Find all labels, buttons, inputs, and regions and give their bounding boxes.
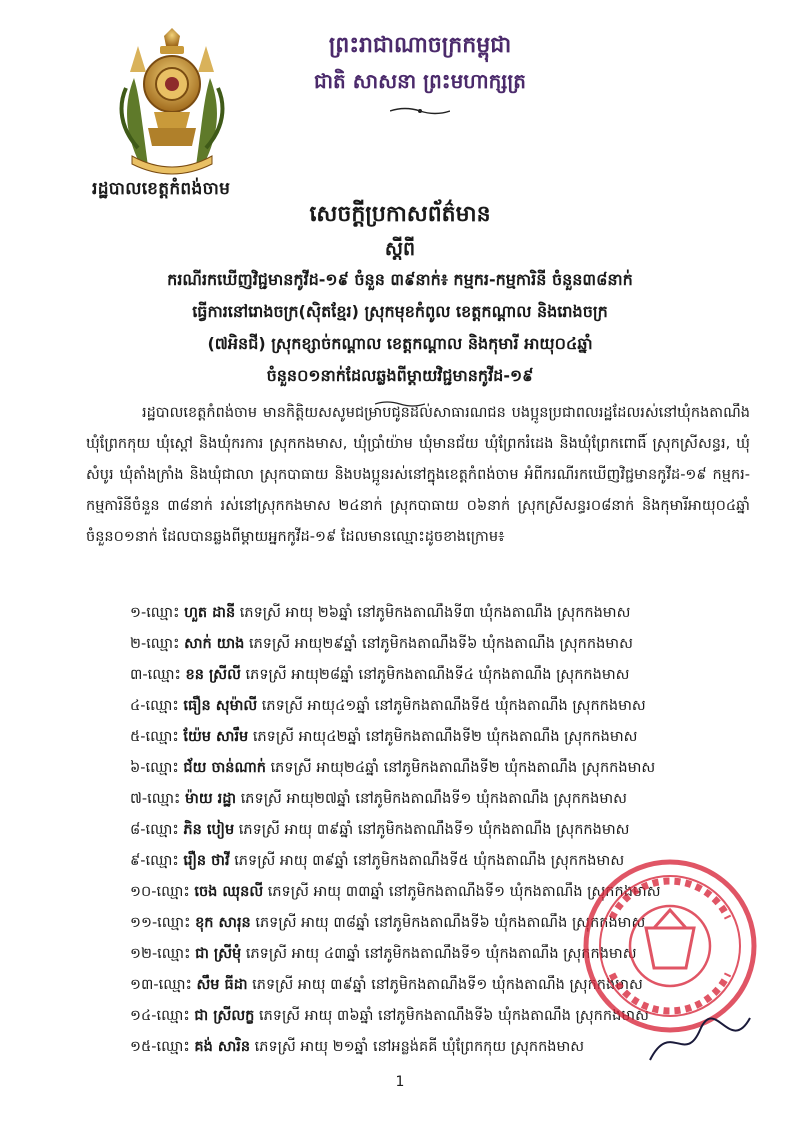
list-item-name: ខន ស្រីលី xyxy=(185,667,241,683)
subject-line: ចំនួន០១នាក់ដែលឆ្លងពីម្តាយវិជ្ជមានកូវីដ-១៩ xyxy=(266,366,534,385)
subject-line: ធ្វើការនៅរោងចក្រ(ស៊ិតខ្មែរ) ស្រុកមុខកំពូល ខេត្តកណ្តាល និងរោងចក្រ xyxy=(192,302,608,321)
subject-line: ករណីរកឃើញវិជ្ជមានកូវីដ-១៩ ចំនួន ៣៩នាក់៖ កម្មករ-កម្មការិនី ចំនួន៣៨នាក់ xyxy=(167,270,633,289)
list-item-label: ១១-ឈ្មោះ xyxy=(130,915,191,931)
document-title: សេចក្តីប្រកាសព័ត៌មាន xyxy=(309,202,491,227)
list-item xyxy=(130,753,750,784)
list-item-detail: ភេទស្រី អាយុ ៣៩ឆ្នាំ នៅភូមិកងតាណឹងទី១ ឃុំកងតាណឹង ស្រុកកងមាស xyxy=(238,822,630,838)
authority-name: រដ្ឋបាលខេត្តកំពង់ចាម xyxy=(92,179,231,199)
list-item-label: ៨-ឈ្មោះ xyxy=(130,822,179,838)
list-item-name: ម៉ាយ រដ្ឋា xyxy=(185,791,237,807)
list-item xyxy=(130,629,750,660)
ornament-divider-icon xyxy=(390,106,450,116)
list-item-name: ជា ស្រីមុំ xyxy=(195,946,242,962)
list-item-label: ៥-ឈ្មោះ xyxy=(130,729,179,745)
list-item-detail: ភេទស្រី អាយុ ២១ឆ្នាំ នៅអន្លង់គគី ឃុំព្រែកកុយ ស្រុកកងមាស xyxy=(254,1039,585,1055)
list-item-label: ៩-ឈ្មោះ xyxy=(130,853,179,869)
official-stamp-icon xyxy=(582,858,758,1034)
list-item-label: ១៤-ឈ្មោះ xyxy=(130,1008,190,1024)
list-item-name: សាក់ យាង xyxy=(184,636,245,652)
list-item-name: សឹម ធីដា xyxy=(196,977,248,993)
page-number: 1 xyxy=(395,1074,405,1090)
list-item-label: ៣-ឈ្មោះ xyxy=(130,667,181,683)
list-item-name: រឿន ថាវី xyxy=(183,853,230,869)
list-item-label: ៦-ឈ្មោះ xyxy=(130,760,179,776)
list-item-detail: ភេទស្រី អាយុ២៤ឆ្នាំ នៅភូមិកងតាណឹងទី២ ឃុំកងតាណឹង ស្រុកកងមាស xyxy=(270,760,656,776)
body-text xyxy=(86,398,750,553)
list-item-detail: ភេទស្រី អាយុ២៧ឆ្នាំ នៅភូមិកងតាណឹងទី១ ឃុំកងតាណឹង ស្រុកកងមាស xyxy=(240,791,627,807)
list-item xyxy=(130,815,750,846)
list-item-label: ១៥-ឈ្មោះ xyxy=(130,1039,190,1055)
list-item-label: ២-ឈ្មោះ xyxy=(130,636,180,652)
list-item-label: ១២-ឈ្មោះ xyxy=(130,946,191,962)
list-item xyxy=(130,598,750,629)
list-item-name: ខុក សារុន xyxy=(195,915,251,931)
list-item-name: គង់ សារិន xyxy=(194,1039,251,1055)
intro-paragraph: រដ្ឋបាលខេត្តកំពង់ចាម មានកិត្តិយសសូមជម្រាបជូនដល់សាធារណជន បងប្អូនប្រជាពលរដ្ឋដែលរស់នៅឃុំកងតាណឹង ឃុំព្រែកកុយ ឃុំស្តៅ និងឃុំករការ ស្រុកកងមាស, ឃុំប្រាំយ៉ាម ឃុំមានជ័យ ឃុំព្រែករំដេង និងឃុំព្រែកពោធិ៍ ស្រុកស្រីសន្ធរ, ឃុំសំបូរ ឃុំតាំងក្រាំង និងឃុំជាលា ស្រុកបាធាយ និងបងប្អូនរស់នៅក្នុងខេត្តកំពង់ចាម អំពីករណីរកឃើញវិជ្ជមានកូវីដ-១៩ កម្មករ-កម្មការិនីចំនួន ៣៨នាក់ រស់នៅស្រុកកងមាស ២៤នាក់ ស្រុកបាធាយ ០៦នាក់ ស្រុកស្រីសន្ធរ០៨នាក់ និងកុមារីអាយុ០៤ឆ្នាំ ចំនួន០១នាក់ ដែលបានឆ្លងពីម្តាយអ្នកកូវីដ-១៩ ដែលមានឈ្មោះដូចខាងក្រោម៖ xyxy=(86,405,750,545)
subject-line: (៧អិនជី) ស្រុកខ្សាច់កណ្តាល ខេត្តកណ្តាល និងកុមារី អាយុ០៤ឆ្នាំ xyxy=(207,334,593,353)
list-item-label: ១៣-ឈ្មោះ xyxy=(130,977,192,993)
list-item-name: ចេង ឈុនលី xyxy=(194,884,264,900)
list-item-detail: ភេទស្រី អាយុ ២៦ឆ្នាំ នៅភូមិកងតាណឹងទី៣ ឃុំកងតាណឹង ស្រុកកងមាស xyxy=(239,605,631,621)
signature-icon xyxy=(640,1010,760,1070)
list-item-label: ៤-ឈ្មោះ xyxy=(130,698,179,714)
list-item-name: ធឿន សុម៉ាលី xyxy=(183,698,258,714)
list-item-label: ១-ឈ្មោះ xyxy=(130,605,180,621)
list-item-name: យ៉ែម សារឹម xyxy=(183,729,249,745)
list-item-label: ១០-ឈ្មោះ xyxy=(130,884,190,900)
list-item-name: ហួត ដានី xyxy=(184,605,236,621)
list-item xyxy=(130,660,750,691)
list-item-detail: ភេទស្រី អាយុ ៣៦ឆ្នាំ នៅភូមិកងតាណឹងទី៦ ឃុំកងតាណឹង ស្រុកកងមាស xyxy=(258,1008,649,1024)
list-item xyxy=(130,691,750,722)
list-item-detail: ភេទស្រី អាយុ៤១ឆ្នាំ នៅភូមិកងតាណឹងទី៥ ឃុំកងតាណឹង ស្រុកកងមាស xyxy=(261,698,646,714)
list-item-detail: ភេទស្រី អាយុ៤២ឆ្នាំ នៅភូមិកងតាណឹងទី២ ឃុំកងតាណឹង ស្រុកកងមាស xyxy=(252,729,638,745)
kingdom-header xyxy=(300,30,540,120)
list-item-name: ជ័យ ចាន់ណាក់ xyxy=(183,760,266,776)
list-item-detail: ភេទស្រី អាយុ ៣៨ឆ្នាំ នៅភូមិកងតាណឹងទី៦ ឃុំកងតាណឹង ស្រុកកងមាស xyxy=(255,915,646,931)
list-item-detail: ភេទស្រី អាយុ ៣៩ឆ្នាំ នៅភូមិកងតាណឹងទី៥ ឃុំកងតាណឹង ស្រុកកងមាស xyxy=(234,853,625,869)
national-motto: ជាតិ សាសនា ព្រះមហាក្សត្រ xyxy=(314,69,526,93)
list-item-detail: ភេទស្រី អាយុ ៣៩ឆ្នាំ នៅភូមិកងតាណឹងទី១ ឃុំកងតាណឹង ស្រុកកងមាស xyxy=(252,977,643,993)
list-item-detail: ភេទស្រី អាយុ ៤៣ឆ្នាំ នៅភូមិកងតាណឹងទី១ ឃុំកងតាណឹង ស្រុកកងមាស xyxy=(245,946,637,962)
list-item xyxy=(130,784,750,815)
list-item-detail: ភេទស្រី អាយុ២៨ឆ្នាំ នៅភូមិកងតាណឹងទី៤ ឃុំកងតាណឹង ស្រុកកងមាស xyxy=(245,667,630,683)
kingdom-name: ព្រះរាជាណាចក្រកម្ពុជា xyxy=(328,33,512,58)
list-item-label: ៧-ឈ្មោះ xyxy=(130,791,181,807)
list-item-name: ជា ស្រីលក្ខ xyxy=(194,1008,255,1024)
list-item-detail: ភេទស្រី អាយុ ៣៣ឆ្នាំ នៅភូមិកងតាណឹងទី១ ឃុំកងតាណឹង ស្រុកកងមាស xyxy=(267,884,661,900)
title-about: ស្តីពី xyxy=(384,238,416,260)
cambodian-emblem-icon xyxy=(112,28,232,176)
title-block xyxy=(60,196,740,412)
list-item-detail: ភេទស្រី អាយុ២៩ឆ្នាំ នៅភូមិកងតាណឹងទី៦ ឃុំកងតាណឹង ស្រុកកងមាស xyxy=(248,636,633,652)
list-item xyxy=(130,722,750,753)
list-item-name: ភិន បៀម xyxy=(183,822,235,838)
